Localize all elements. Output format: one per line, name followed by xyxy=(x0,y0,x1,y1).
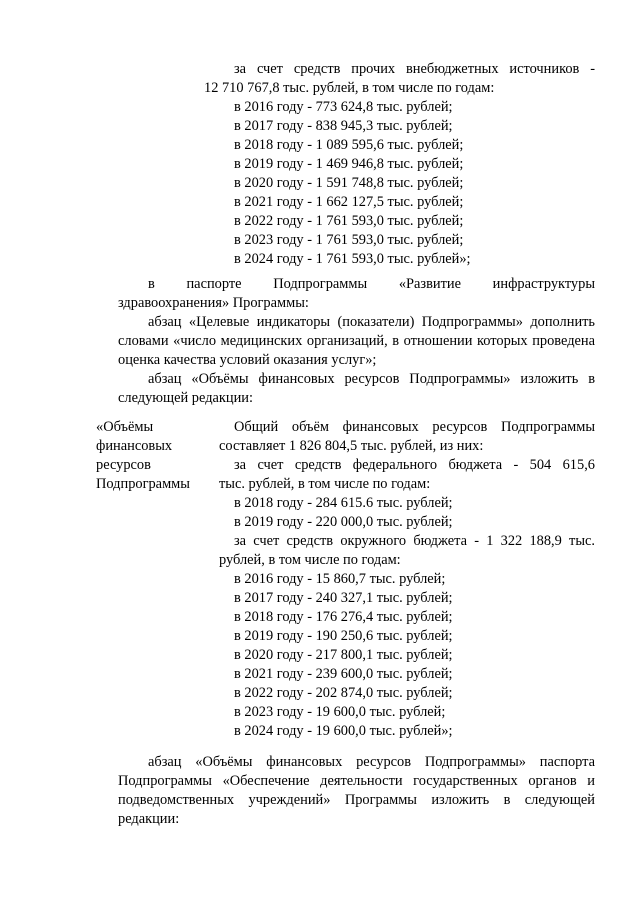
table-district-year-2016: в 2016 году - 15 860,7 тыс. рублей; xyxy=(234,571,446,587)
block1-year-2022: в 2022 году - 1 761 593,0 тыс. рублей; xyxy=(234,213,464,229)
table-total-line-2: составляет 1 826 804,5 тыс. рублей, из них: xyxy=(219,438,484,454)
table-label-line-1: «Объёмы xyxy=(96,419,154,435)
block1-year-2024: в 2024 году - 1 761 593,0 тыс. рублей»; xyxy=(234,251,471,267)
para1-line-3: абзац «Целевые индикаторы (показатели) Подпрограммы» дополнить xyxy=(148,314,595,330)
table-district-year-2023: в 2023 году - 19 600,0 тыс. рублей; xyxy=(234,704,446,720)
block1-year-2021: в 2021 году - 1 662 127,5 тыс. рублей; xyxy=(234,194,464,210)
table-label-line-3: ресурсов xyxy=(96,457,151,473)
block1-year-2018: в 2018 году - 1 089 595,6 тыс. рублей; xyxy=(234,137,464,153)
para1-line-5: оценка качества условий оказания услуг»; xyxy=(118,352,377,368)
table-district-year-2021: в 2021 году - 239 600,0 тыс. рублей; xyxy=(234,666,453,682)
table-federal-line-1: за счет средств федерального бюджета - 504 615,6 xyxy=(234,457,595,473)
table-district-year-2019: в 2019 году - 190 250,6 тыс. рублей; xyxy=(234,628,453,644)
table-district-year-2022: в 2022 году - 202 874,0 тыс. рублей; xyxy=(234,685,453,701)
table-total-line-1: Общий объём финансовых ресурсов Подпрограммы xyxy=(234,419,595,435)
para1-line-6: абзац «Объёмы финансовых ресурсов Подпрограммы» изложить в xyxy=(148,371,595,387)
para1-line-2: здравоохранения» Программы: xyxy=(118,295,309,311)
table-federal-line-2: тыс. рублей, в том числе по годам: xyxy=(219,476,431,492)
para2-line-3: подведомственных учреждений» Программы изложить в следующей xyxy=(118,792,595,808)
table-district-year-2018: в 2018 году - 176 276,4 тыс. рублей; xyxy=(234,609,453,625)
table-federal-year-2018: в 2018 году - 284 615.6 тыс. рублей; xyxy=(234,495,453,511)
para1-line-1: в паспорте Подпрограммы «Развитие инфраструктуры xyxy=(148,276,595,292)
block1-year-2020: в 2020 году - 1 591 748,8 тыс. рублей; xyxy=(234,175,464,191)
table-district-line-1: за счет средств окружного бюджета - 1 322 188,9 тыс. xyxy=(234,533,595,549)
table-district-year-2024: в 2024 году - 19 600,0 тыс. рублей»; xyxy=(234,723,453,739)
para2-line-2: Подпрограммы «Обеспечение деятельности государственных органов и xyxy=(118,773,595,789)
table-district-year-2017: в 2017 году - 240 327,1 тыс. рублей; xyxy=(234,590,453,606)
table-label-line-4: Подпрограммы xyxy=(96,476,190,492)
para1-line-7: следующей редакции: xyxy=(118,390,253,406)
para2-line-4: редакции: xyxy=(118,811,180,827)
table-district-line-2: рублей, в том числе по годам: xyxy=(219,552,401,568)
block1-year-2016: в 2016 году - 773 624,8 тыс. рублей; xyxy=(234,99,453,115)
block1-intro-line-1: за счет средств прочих внебюджетных источников - xyxy=(234,61,595,77)
para2-line-1: абзац «Объёмы финансовых ресурсов Подпрограммы» паспорта xyxy=(148,754,595,770)
table-federal-year-2019: в 2019 году - 220 000,0 тыс. рублей; xyxy=(234,514,453,530)
table-district-year-2020: в 2020 году - 217 800,1 тыс. рублей; xyxy=(234,647,453,663)
block1-year-2019: в 2019 году - 1 469 946,8 тыс. рублей; xyxy=(234,156,464,172)
block1-year-2017: в 2017 году - 838 945,3 тыс. рублей; xyxy=(234,118,453,134)
block1-year-2023: в 2023 году - 1 761 593,0 тыс. рублей; xyxy=(234,232,464,248)
block1-intro-line-2: 12 710 767,8 тыс. рублей, в том числе по годам: xyxy=(204,80,495,96)
table-label-line-2: финансовых xyxy=(96,438,173,454)
para1-line-4: словами «число медицинских организаций, в отношении которых проведена xyxy=(118,333,595,349)
